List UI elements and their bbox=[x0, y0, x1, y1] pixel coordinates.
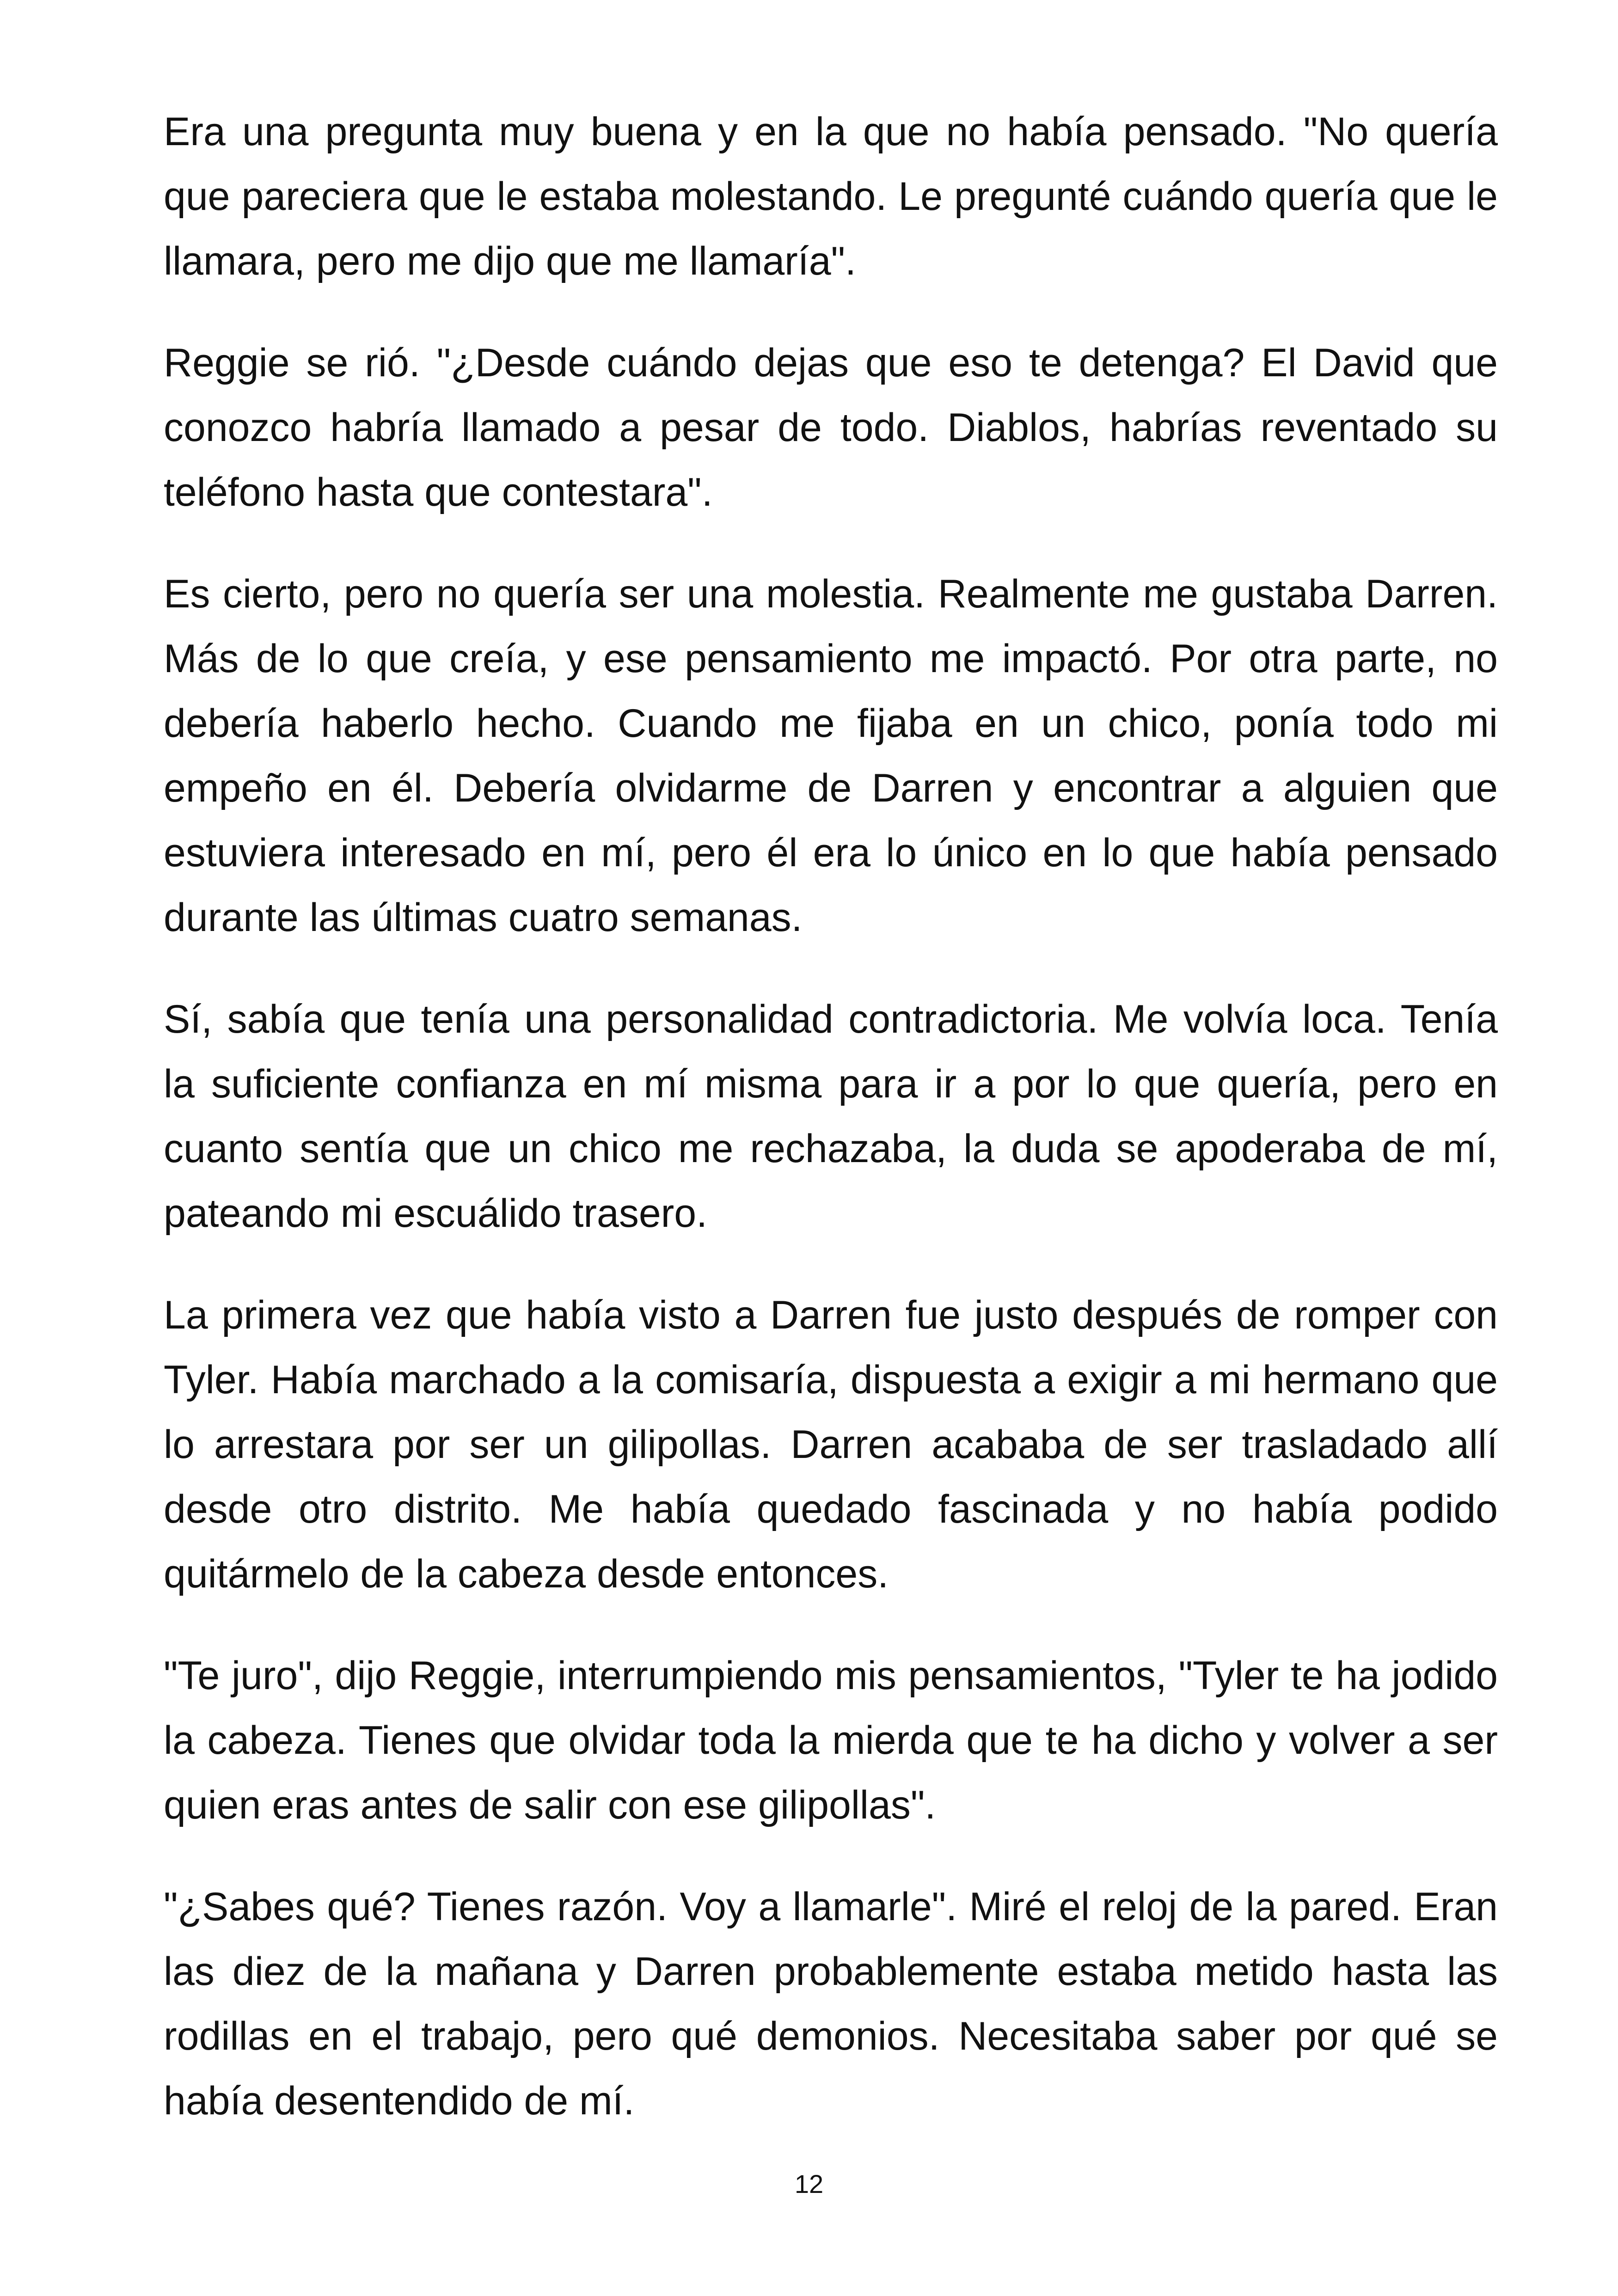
paragraph: "¿Sabes qué? Tienes razón. Voy a llamarle". Miré el reloj de la pared. Eran las diez de la mañana y Darren probablemente estaba metido hasta las rodillas en el trabajo, pero qué demonios. Necesitaba saber por qué se había desentendido de mí. bbox=[164, 1885, 1498, 2123]
paragraph: Reggie se rió. "¿Desde cuándo dejas que eso te detenga? El David que conozco habría llamado a pesar de todo. Diablos, habrías reventado su teléfono hasta que contestara". bbox=[164, 341, 1498, 514]
body-text bbox=[164, 99, 1498, 2133]
paragraph: Sí, sabía que tenía una personalidad contradictoria. Me volvía loca. Tenía la suficiente confianza en mí misma para ir a por lo que quería, pero en cuanto sentía que un chico me rechazaba, la duda se apoderaba de mí, pateando mi escuálido trasero. bbox=[164, 997, 1498, 1236]
paragraph: "Te juro", dijo Reggie, interrumpiendo mis pensamientos, "Tyler te ha jodido la cabeza. Tienes que olvidar toda la mierda que te ha dicho y volver a ser quien eras antes de salir con ese gilipollas". bbox=[164, 1653, 1498, 1827]
paragraph: Era una pregunta muy buena y en la que no había pensado. "No quería que pareciera que le estaba molestando. Le pregunté cuándo quería que le llamara, pero me dijo que me llamaría". bbox=[164, 110, 1498, 283]
paragraph: Es cierto, pero no quería ser una molestia. Realmente me gustaba Darren. Más de lo que creía, y ese pensamiento me impactó. Por otra parte, no debería haberlo hecho. Cuando me fijaba en un chico, ponía todo mi empeño en él. Debería olvidarme de Darren y encontrar a alguien que estuviera interesado en mí, pero él era lo único en lo que había pensado durante las últimas cuatro semanas. bbox=[164, 572, 1498, 940]
page-number: 12 bbox=[794, 2169, 824, 2198]
paragraph: La primera vez que había visto a Darren fue justo después de romper con Tyler. Había marchado a la comisaría, dispuesta a exigir a mi hermano que lo arrestara por ser un gilipollas. Darren acababa de ser trasladado allí desde otro distrito. Me había quedado fascinada y no había podido quitármelo de la cabeza desde entonces. bbox=[164, 1293, 1498, 1596]
